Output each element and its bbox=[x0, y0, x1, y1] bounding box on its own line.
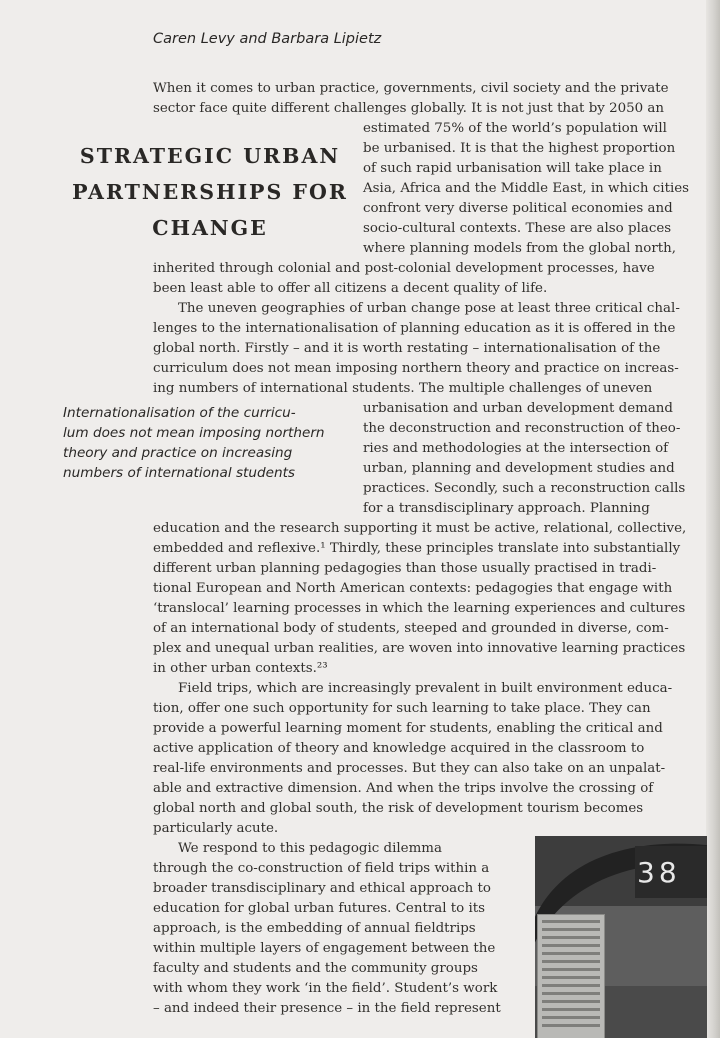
pull-quote-line: lum does not mean imposing northern bbox=[63, 425, 325, 441]
article-title bbox=[60, 138, 360, 246]
body-line: been least able to offer all citizens a decent quality of life. bbox=[153, 281, 548, 296]
body-line: through the co-construction of field trips within a bbox=[153, 861, 490, 876]
body-line: global north and global south, the risk of development tourism becomes bbox=[153, 801, 644, 816]
body-line: estimated 75% of the world’s population will bbox=[363, 121, 667, 136]
body-line: When it comes to urban practice, governments, civil society and the private bbox=[153, 81, 669, 96]
page-edge bbox=[706, 0, 720, 1038]
document-text-line bbox=[542, 1016, 600, 1019]
body-line: faculty and students and the community groups bbox=[153, 961, 478, 976]
body-line: ‘translocal’ learning processes in which the learning experiences and cultures bbox=[153, 601, 686, 616]
body-line: – and indeed their presence – in the field represent bbox=[153, 1001, 501, 1016]
body-line: tion, offer one such opportunity for such learning to take place. They can bbox=[153, 701, 651, 716]
document-text-line bbox=[542, 960, 600, 963]
body-line: approach, is the embedding of annual fieldtrips bbox=[153, 921, 476, 936]
document-text-line bbox=[542, 968, 600, 971]
body-line: We respond to this pedagogic dilemma bbox=[178, 841, 442, 856]
body-line: active application of theory and knowledge acquired in the classroom to bbox=[153, 741, 645, 756]
body-line: education for global urban futures. Central to its bbox=[153, 901, 485, 916]
document-text-line bbox=[542, 928, 600, 931]
pull-quote-line: Internationalisation of the curricu- bbox=[63, 405, 296, 421]
title-line: STRATEGIC URBAN bbox=[79, 144, 341, 168]
body-line: able and extractive dimension. And when the trips involve the crossing of bbox=[153, 781, 654, 796]
body-line: broader transdisciplinary and ethical approach to bbox=[153, 881, 491, 896]
body-line: sector face quite different challenges globally. It is not just that by 2050 an bbox=[153, 101, 665, 116]
document-text-line bbox=[542, 1024, 600, 1027]
body-line: education and the research supporting it must be active, relational, collective, bbox=[153, 521, 687, 536]
document-text-line bbox=[542, 952, 600, 955]
title-line: CHANGE bbox=[152, 216, 268, 240]
title-line: PARTNERSHIPS FOR bbox=[72, 180, 348, 204]
document-text-line bbox=[542, 984, 600, 987]
body-line: socio-cultural contexts. These are also places bbox=[363, 221, 672, 236]
body-line: provide a powerful learning moment for students, enabling the critical and bbox=[153, 721, 663, 736]
body-line: inherited through colonial and post-colonial development processes, have bbox=[153, 261, 655, 276]
document-text-line bbox=[542, 944, 600, 947]
body-line: for a transdisciplinary approach. Planning bbox=[363, 501, 650, 516]
body-line: plex and unequal urban realities, are woven into innovative learning practices bbox=[153, 641, 686, 656]
photo-document bbox=[537, 914, 605, 1038]
document-text-line bbox=[542, 1008, 600, 1011]
body-line: within multiple layers of engagement between the bbox=[153, 941, 496, 956]
document-text-line bbox=[542, 1000, 600, 1003]
running-head: Caren Levy and Barbara Lipietz bbox=[153, 31, 382, 47]
body-line: real-life environments and processes. But they can also take on an unpalat- bbox=[153, 761, 666, 776]
body-line: ing numbers of international students. The multiple challenges of uneven bbox=[153, 381, 653, 396]
body-line: particularly acute. bbox=[153, 821, 279, 836]
fieldtrip-photo bbox=[535, 836, 707, 1038]
body-line: practices. Secondly, such a reconstruction calls bbox=[363, 481, 686, 496]
body-line: be urbanised. It is that the highest proportion bbox=[363, 141, 676, 156]
body-line: ries and methodologies at the intersection of bbox=[363, 441, 669, 456]
body-line: global north. Firstly – and it is worth restating – internationalisation of the bbox=[153, 341, 661, 356]
document-text-line bbox=[542, 992, 600, 995]
document-text-line bbox=[542, 920, 600, 923]
body-line: confront very diverse political economies and bbox=[363, 201, 673, 216]
document-text-line bbox=[542, 976, 600, 979]
body-line: where planning models from the global north, bbox=[363, 241, 676, 256]
body-line: in other urban contexts.²³ bbox=[153, 661, 328, 676]
body-line: of such rapid urbanisation will take place in bbox=[363, 161, 662, 176]
body-line: The uneven geographies of urban change pose at least three critical chal- bbox=[178, 301, 680, 316]
body-line: different urban planning pedagogies than those usually practised in tradi- bbox=[153, 561, 657, 576]
body-line: curriculum does not mean imposing northern theory and practice on increas- bbox=[153, 361, 679, 376]
photo-counter: 38 bbox=[637, 856, 681, 889]
body-line: urbanisation and urban development demand bbox=[363, 401, 674, 416]
body-line: lenges to the internationalisation of planning education as it is offered in the bbox=[153, 321, 676, 336]
body-line: the deconstruction and reconstruction of theo- bbox=[363, 421, 681, 436]
body-line: Field trips, which are increasingly prevalent in built environment educa- bbox=[178, 681, 673, 696]
pull-quote-line: theory and practice on increasing bbox=[63, 445, 293, 461]
body-line: of an international body of students, steeped and grounded in diverse, com- bbox=[153, 621, 669, 636]
body-line: tional European and North American contexts: pedagogies that engage with bbox=[153, 581, 673, 596]
document-text-line bbox=[542, 936, 600, 939]
body-line: embedded and reflexive.¹ Thirdly, these principles translate into substantially bbox=[153, 541, 681, 556]
pull-quote-line: numbers of international students bbox=[63, 465, 296, 481]
body-line: with whom they work ‘in the field’. Student’s work bbox=[153, 981, 498, 996]
body-line: urban, planning and development studies and bbox=[363, 461, 675, 476]
body-line: Asia, Africa and the Middle East, in which cities bbox=[363, 181, 690, 196]
